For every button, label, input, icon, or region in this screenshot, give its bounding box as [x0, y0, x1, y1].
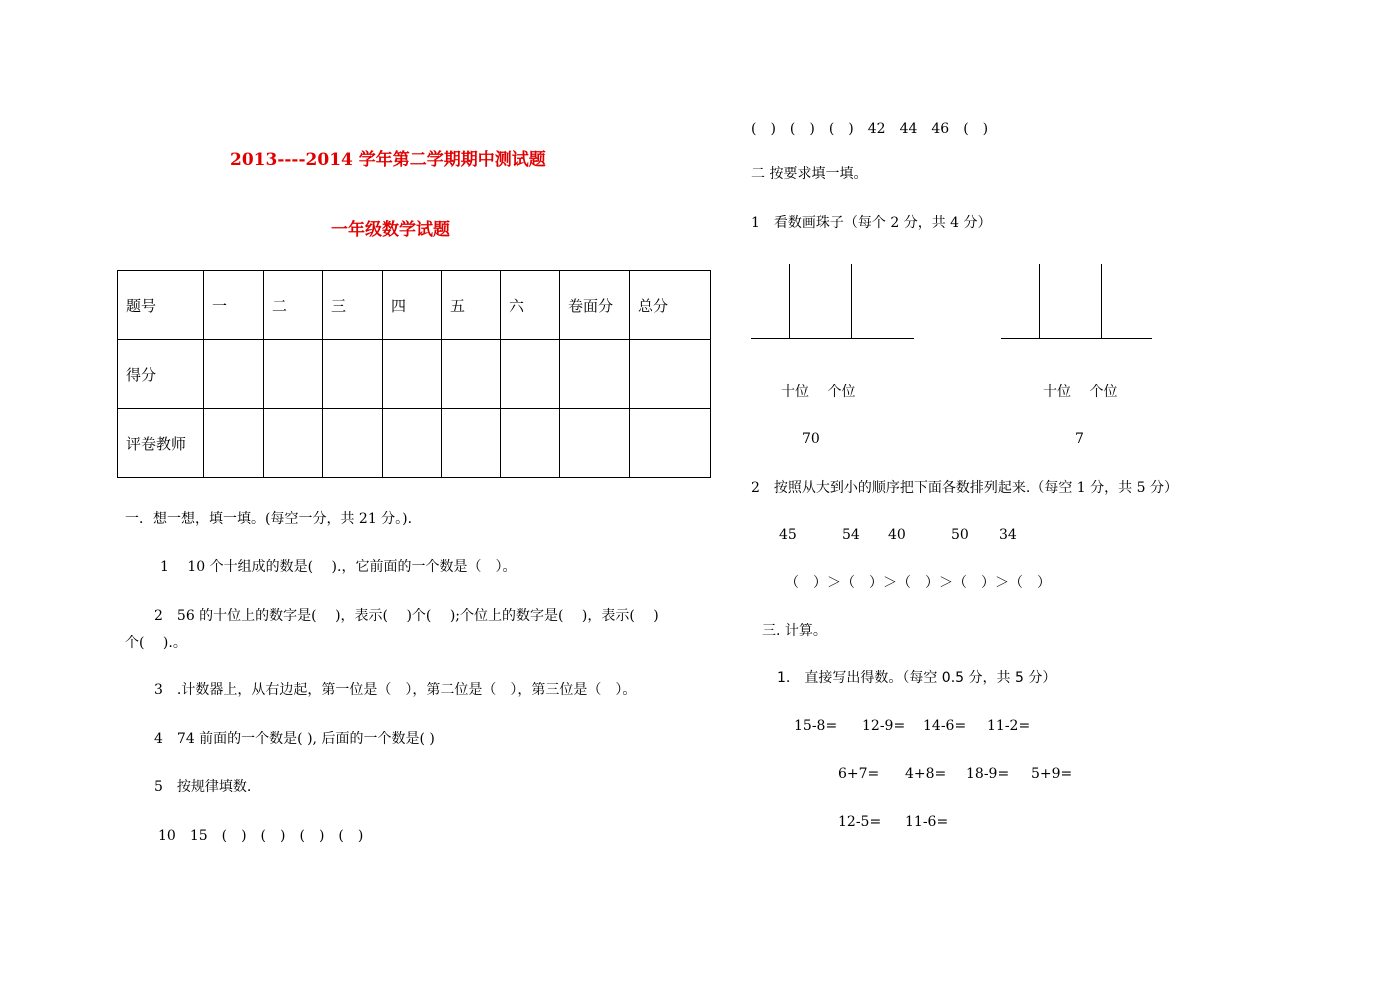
number-item: 45: [779, 527, 797, 543]
question-1-5: 5 按规律填数.: [154, 779, 252, 795]
question-2-2: 2 按照从大到小的顺序把下面各数排列起来.（每空 1 分，共 5 分）: [751, 480, 1178, 496]
sequence-line: ( ) ( ) ( ) 42 44 46 ( ): [751, 121, 989, 137]
abacus-number: 70: [802, 431, 820, 447]
table-header-cell: 四: [383, 271, 442, 340]
calc-item: 5+9=: [1031, 766, 1073, 782]
score-cell[interactable]: [442, 409, 501, 478]
calc-item: 11-2=: [987, 718, 1031, 734]
abacus-place-labels: 十位 个位: [781, 384, 856, 400]
number-item: 50: [951, 527, 969, 543]
table-header-cell: 一: [204, 271, 264, 340]
score-cell[interactable]: [323, 409, 383, 478]
calc-item: 4+8=: [905, 766, 947, 782]
score-cell[interactable]: [204, 340, 264, 409]
table-row: [118, 340, 711, 409]
question-1-3: 3 .计数器上，从右边起，第一位是（ ），第二位是（ ），第三位是（ ）。: [154, 682, 637, 698]
number-item: 40: [888, 527, 906, 543]
score-cell[interactable]: [264, 409, 323, 478]
score-cell[interactable]: [560, 409, 630, 478]
number-item: 34: [999, 527, 1017, 543]
page-title: 2013----2014 学年第二学期期中测试题: [230, 150, 546, 170]
score-cell[interactable]: [264, 340, 323, 409]
section-2-heading: 二 按要求填一填。: [751, 166, 868, 182]
score-cell[interactable]: [383, 409, 442, 478]
number-item: 54: [842, 527, 860, 543]
table-header-cell: 六: [501, 271, 560, 340]
calc-item: 6+7=: [838, 766, 880, 782]
table-header-cell: 二: [264, 271, 323, 340]
calc-heading: 1. 直接写出得数。（每空 0.5 分，共 5 分）: [777, 670, 1057, 686]
row-label: 得分: [118, 340, 204, 409]
score-cell[interactable]: [630, 340, 711, 409]
calc-item: 12-5=: [838, 814, 882, 830]
question-2-1: 1 看数画珠子（每个 2 分，共 4 分）: [751, 215, 992, 231]
table-header-cell: 卷面分: [560, 271, 630, 340]
table-header-cell: 题号: [118, 271, 204, 340]
question-1-1: 1 10 个十组成的数是( ).，它前面的一个数是（ ）。: [160, 559, 517, 575]
table-row: [118, 409, 711, 478]
question-1-5-sequence: 10 15 ( ) ( ) ( ) ( ): [158, 828, 364, 844]
section-3-heading: 三. 计算。: [762, 623, 827, 639]
table-header-cell: 三: [323, 271, 383, 340]
page-subtitle: 一年级数学试题: [331, 220, 450, 240]
score-cell[interactable]: [442, 340, 501, 409]
score-cell[interactable]: [501, 340, 560, 409]
score-cell[interactable]: [204, 409, 264, 478]
question-1-4: 4 74 前面的一个数是( ), 后面的一个数是( ): [154, 731, 435, 747]
calc-item: 18-9=: [966, 766, 1010, 782]
score-cell[interactable]: [560, 340, 630, 409]
score-cell[interactable]: [383, 340, 442, 409]
order-blanks: （ ）＞（ ）＞（ ）＞（ ）＞（ ）: [785, 575, 1051, 591]
score-cell[interactable]: [323, 340, 383, 409]
score-table: [117, 270, 711, 478]
table-row: [118, 271, 711, 340]
table-header-cell: 总分: [630, 271, 711, 340]
row-label: 评卷教师: [118, 409, 204, 478]
section-1-heading: 一．想一想，填一填。(每空一分，共 21 分。)．: [125, 511, 422, 527]
abacus-number: 7: [1075, 431, 1084, 447]
score-cell[interactable]: [630, 409, 711, 478]
score-cell[interactable]: [501, 409, 560, 478]
abacus-place-labels: 十位 个位: [1043, 384, 1118, 400]
calc-item: 11-6=: [905, 814, 949, 830]
calc-item: 12-9=: [862, 718, 906, 734]
question-1-2-cont: 个( ).。: [125, 635, 187, 651]
question-1-2: 2 56 的十位上的数字是( )，表示( )个( );个位上的数字是( )，表示( ): [154, 608, 659, 624]
calc-item: 15-8=: [794, 718, 838, 734]
calc-item: 14-6=: [923, 718, 967, 734]
table-header-cell: 五: [442, 271, 501, 340]
